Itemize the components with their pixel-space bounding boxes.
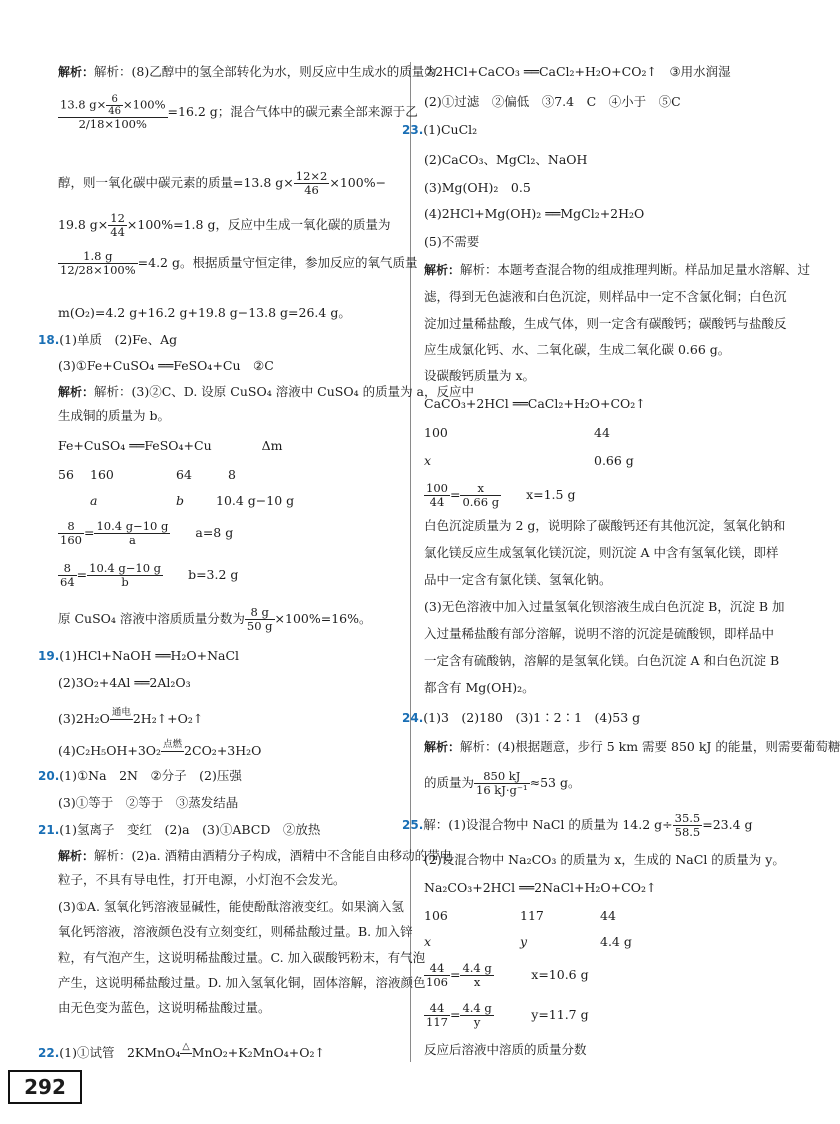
text-line: 白色沉淀质量为 2 g，说明除了碳酸钙还有其他沉淀，氢氧化钠和 [424,518,786,533]
text-line: 产生，这说明稀盐酸过量。D. 加入氢氧化铜，固体溶解，溶液颜色 [58,975,426,990]
fraction: $\frac{12\times 2}{46}$ [295,169,328,197]
question-number: 22. [38,1046,60,1060]
formula-result: =16.2 g；混合气体中的碳元素全部来源于乙 [167,104,418,119]
text-line: 由无色变为蓝色，这说明稀盐酸过量。 [58,1000,271,1015]
question-number: 20. [38,769,60,783]
proportion: $\frac{44}{117}$ = $\frac{4.4 g}{y}$ y=11.7 g [426,1001,589,1029]
line-l1: 解析：(8)乙醇中的氢全部转化为水，则反应中生成水的质量为 [94,64,437,79]
proportion: $\frac{44}{106}$ = $\frac{4.4 g}{x}$ x=10.6 g [426,961,589,989]
text-line: 解析：解析：(3)②C、D. 设原 CuSO₄ 溶液中 CuSO₄ 的质量为 a，反应中 [58,384,475,399]
q25-line: 25.解：(1)设混合物中 NaCl 的质量为 14.2 g÷ $\frac{35.5}{58.5}$ =23.4 g [402,811,753,839]
fraction: $\frac{1.8 g}{12/28\times 100\%}$ [60,249,136,277]
text-line: (3)Mg(OH)₂ 0.5 [424,180,531,195]
question-number: 18. [38,333,60,347]
text-line: 解析：解析：(2)a. 酒精由酒精分子构成，酒精中不含能自由移动的带电 [58,848,453,863]
text-line: 都含有 Mg(OH)₂。 [424,680,535,695]
text-line: (2)3O₂+4Al ══2Al₂O₃ [58,675,191,690]
text-line: 滤，得到无色滤液和白色沉淀，则样品中一定不含氯化铜；白色沉 [424,289,787,304]
equation: (4)C₂H₅OH+3O₂ 点燃 2CO₂+3H₂O [58,739,262,758]
text-line: 生成铜的质量为 b。 [58,408,170,423]
text-line: 解析：解析：(4)根据题意，步行 5 km 需要 850 kJ 的能量，则需要葡萄糖 [424,739,840,754]
text-line: (2)①过滤 ②偏低 ③7.4 C ④小于 ⑤C [424,94,681,109]
fraction: $\frac{12}{44}$ [110,211,125,239]
proportion: $\frac{8}{64}$ = $\frac{10.4 g-10 g}{b}$ b=3.2 g [60,561,239,589]
formula-line: 醇，则一氧化碳中碳元素的质量=13.8 g× $\frac{12\times 2}{46}$ ×100%− [58,169,387,197]
text-line: 品中一定含有氯化镁、氢氧化钠。 [424,572,612,587]
text-line: 入过量稀盐酸有部分溶解，说明不溶的沉淀是硫酸钡，即样品中 [424,626,775,641]
text-line: 一定含有硫酸钠，溶解的是氢氧化镁。白色沉淀 A 和白色沉淀 B [424,653,780,668]
text-line: (4)2HCl+Mg(OH)₂ ══MgCl₂+2H₂O [424,206,645,221]
question-number: 24. [402,711,424,725]
formula-line: $\frac{1.8 g}{12/28\times 100\%}$ =4.2 g。根据质量守恒定律，参加反应的氧气质量 [60,249,418,277]
formula-line: 的质量为 $\frac{850 kJ}{\text{16 kJ·g⁻¹}}$ ≈53 g。 [424,769,581,797]
q22-line: 22.(1)①试管 2KMnO₄ △ MnO₂+K₂MnO₄+O₂↑ [38,1041,325,1060]
formula-line [58,94,418,131]
q20-line: 20.(1)①Na 2N ②分子 (2)压强 [38,768,242,783]
text-line: (3)无色溶液中加入过量氢氧化钡溶液生成白色沉淀 B，沉淀 B 加 [424,599,785,614]
column-divider [410,62,411,1062]
equation: Na₂CO₃+2HCl ══2NaCl+H₂O+CO₂↑ [424,880,657,895]
text-line: (5)不需要 [424,234,480,249]
text-line: 淀加过量稀盐酸，生成气体，则一定含有碳酸钙；碳酸钙与盐酸反 [424,316,787,331]
fraction: 13.8 g× $\frac{6}{46}$ ×100% 2/18×100% [60,94,166,131]
text-line: 设碳酸钙质量为 x。 [424,368,536,383]
question-number: 23. [402,123,424,137]
text-line: 反应后溶液中溶质的质量分数 [424,1042,587,1057]
proportion: $\frac{100}{44}$ = $\frac{x}{0.66 g}$ x=1.5 g [426,481,576,509]
text-line: ②2HCl+CaCO₃ ══CaCl₂+H₂O+CO₂↑ ③用水润湿 [424,64,731,79]
equation: (3)2H₂O 通电 2H₂↑+O₂↑ [58,707,204,726]
question-number: 21. [38,823,60,837]
formula-line: 原 CuSO₄ 溶液中溶质质量分数为 $\frac{8 g}{50 g}$ ×100%=16%。 [58,605,372,633]
formula-line: 19.8 g× $\frac{12}{44}$ ×100%=1.8 g，反应中生成一氧化碳的质量为 [58,211,391,239]
text-line: 应生成氯化钙、水、二氧化碳，生成二氧化碳 0.66 g。 [424,342,731,357]
text-line: m(O₂)=4.2 g+16.2 g+19.8 g−13.8 g=26.4 g。 [58,305,351,320]
text-line: 解析：解析：(8)乙醇中的氢全部转化为水，则反应中生成水的质量为 [58,64,437,79]
q19-line: 19.(1)HCl+NaOH ══H₂O+NaCl [38,648,240,663]
q18-line: 18.(1)单质 (2)Fe、Ag [38,332,178,347]
equation: Fe+CuSO₄ ══FeSO₄+Cu Δm [58,438,283,453]
q23-line: 23.(1)CuCl₂ [402,122,478,137]
text-line: 解析：解析：本题考查混合物的组成推理判断。样品加足量水溶解、过 [424,262,811,277]
equation: CaCO₃+2HCl ══CaCl₂+H₂O+CO₂↑ [424,396,646,411]
text-line: (3)①Fe+CuSO₄ ══FeSO₄+Cu ②C [58,358,274,373]
text-line: (2)设混合物中 Na₂CO₃ 的质量为 x，生成的 NaCl 的质量为 y。 [424,852,785,867]
text-line: (3)①A. 氢氧化钙溶液显碱性，能使酚酞溶液变红。如果滴入氢 [58,899,404,914]
text-line: 粒，有气泡产生，这说明稀盐酸过量。C. 加入碳酸钙粉末，有气泡 [58,950,426,965]
text-line: (3)①等于 ②等于 ③蒸发结晶 [58,795,239,810]
text-line: 氯化镁反应生成氢氧化镁沉淀，则沉淀 A 中含有氢氧化镁，即样 [424,545,779,560]
text-line: 粒子，不具有导电性，打开电源，小灯泡不会发光。 [58,872,346,887]
q24-line: 24.(1)3 (2)180 (3)1∶2∶1 (4)53 g [402,710,641,725]
question-number: 25. [402,818,424,832]
page-number: 292 [8,1070,82,1104]
text-line: (2)CaCO₃、MgCl₂、NaOH [424,152,588,167]
text-line: 氧化钙溶液，溶液颜色没有立刻变红，则稀盐酸过量。B. 加入锌 [58,924,413,939]
q21-line: 21.(1)氢离子 变红 (2)a (3)①ABCD ②放热 [38,822,321,837]
question-number: 19. [38,649,60,663]
proportion: $\frac{8}{160}$ = $\frac{10.4 g-10 g}{a}$ a=8 g [60,519,234,547]
